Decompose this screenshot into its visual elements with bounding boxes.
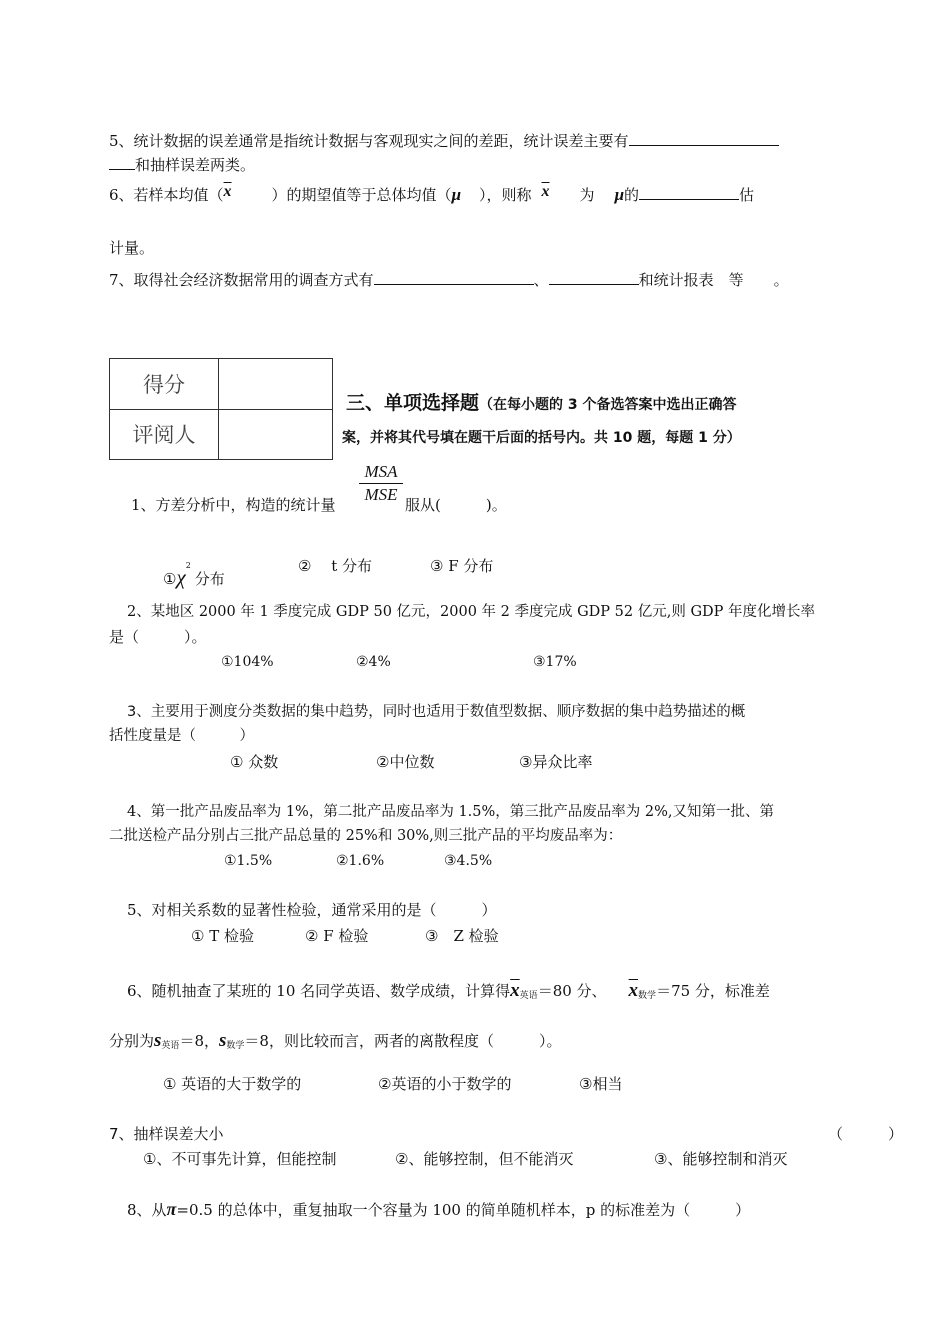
q2-stem-line1: 2、某地区 2000 年 1 季度完成 GDP 50 亿元，2000 年 2 季度完成 GDP 52 亿元,则 GDP 年度化增长率 [127, 604, 816, 620]
xbar-symbol: $\overline{x}$ [510, 980, 520, 1001]
fill-q7-text: 、 [533, 271, 549, 289]
fill-q6-text: 估 [739, 186, 755, 204]
subscript-english: 英语 [161, 1041, 180, 1051]
q2-option-2: ②4% [356, 654, 391, 670]
chi-superscript: 2 [185, 561, 191, 570]
xbar-symbol: $\overline{x}$ [628, 980, 639, 1001]
fill-q6-text: ），则称 [479, 186, 532, 204]
q3-option-1: ① 众数 [230, 753, 279, 771]
s-symbol: s [154, 1030, 162, 1051]
section-heading [346, 388, 737, 415]
fill-q6-text: 6、若样本均值（ [109, 186, 224, 204]
q4-option-2: ②1.6% [336, 853, 385, 869]
fill-q6-text2: 计量。 [109, 239, 155, 257]
fraction-numerator: MSA [364, 462, 398, 481]
fill-q6-text: 的 [624, 186, 640, 204]
answer-blank [639, 185, 739, 200]
q6-stem-line2 [109, 1031, 561, 1056]
q5-option-1: ① T 检验 [191, 927, 254, 945]
q1-stem-b: 服从( )。 [405, 496, 507, 514]
fill-q6-line2 [109, 238, 154, 258]
q1-option-3: ③ F 分布 [430, 557, 494, 575]
section-instructions-cont: 案，并将其代号填在题干后面的括号内。共 10 题，每题 1 分） [342, 430, 741, 446]
chi-symbol: χ [176, 565, 186, 589]
xbar-symbol: $\overline{x}$ [541, 183, 550, 200]
q6-text: ＝8， [179, 1032, 219, 1050]
subscript-math: 数学 [638, 991, 657, 1001]
q5-stem: 5、对相关系数的显著性检验，通常采用的是（ ） [127, 901, 497, 919]
q6-text: 6、随机抽查了某班的 10 名同学英语、数学成绩，计算得 [127, 982, 511, 1000]
q8-stem [127, 1199, 750, 1220]
q7-stem: 7、抽样误差大小 [109, 1125, 224, 1143]
reviewer-label: 评阅人 [110, 409, 219, 460]
fraction-bar [359, 483, 403, 484]
answer-blank [109, 155, 135, 170]
q8-text: 8、从 [127, 1201, 167, 1219]
fill-q5-line2 [109, 155, 255, 175]
q6-text: ＝8，则比较而言，两者的离散程度（ ）。 [244, 1032, 562, 1050]
q7-option-3: ③、能够控制和消灭 [654, 1150, 788, 1168]
option-marker: ① [163, 570, 177, 588]
q4-option-1: ①1.5% [224, 853, 273, 869]
q5-option-2: ② F 检验 [305, 927, 369, 945]
mu-symbol: μ [451, 185, 462, 204]
q7-option-2: ②、能够控制，但不能消灭 [395, 1150, 574, 1168]
mu-symbol: μ [614, 185, 625, 204]
score-label: 得分 [110, 359, 219, 410]
fill-q7-text: 7、取得社会经济数据常用的调查方式有 [109, 271, 374, 289]
section-title: 三、单项选择题 [346, 392, 480, 414]
q4-option-3: ③4.5% [444, 853, 493, 869]
q1-stem-a: 1、方差分析中，构造的统计量 [131, 496, 336, 514]
fraction-denominator: MSE [364, 485, 398, 504]
q7-option-1: ①、不可事先计算，但能控制 [143, 1150, 337, 1168]
fill-q6-text: 为 [579, 186, 595, 204]
q3-option-3: ③异众比率 [519, 753, 593, 771]
fill-q5-text: 5、统计数据的误差通常是指统计数据与客观现实之间的差距，统计误差主要有 [109, 132, 629, 150]
q2-stem-line2: 是（ ）。 [109, 628, 207, 646]
q1-option-1 [163, 556, 225, 589]
fraction-msa-mse [359, 462, 403, 505]
score-cell[interactable] [219, 359, 333, 410]
fill-q6-line1 [109, 182, 754, 205]
q6-stem-line1 [127, 981, 770, 1006]
answer-blank [549, 270, 639, 285]
q3-stem-line1: 3、主要用于测度分类数据的集中趋势，同时也适用于数值型数据、顺序数据的集中趋势描述的概 [127, 704, 746, 720]
q2-option-3: ③17% [533, 654, 577, 670]
pi-symbol: π [166, 1199, 177, 1219]
q4-stem-line1: 4、第一批产品废品率为 1%，第二批产品废品率为 1.5%，第三批产品废品率为 2%,又知第一批、第 [127, 804, 775, 820]
fill-q5-text2: 和抽样误差两类。 [135, 156, 256, 174]
q3-stem-line2: 括性度量是（ ） [109, 728, 254, 744]
q6-text: ＝80 分、 [537, 982, 607, 1000]
fill-q5-line1 [109, 131, 779, 151]
fill-q6-text: ）的期望值等于总体均值（ [271, 186, 452, 204]
q6-option-3: ③相当 [579, 1075, 623, 1093]
q6-option-2: ②英语的小于数学的 [378, 1075, 512, 1093]
q1-option-2: ② t 分布 [298, 557, 373, 575]
xbar-symbol: $\overline{x}$ [223, 183, 232, 200]
q4-stem-line2: 二批送检产品分别占三批产品总量的 25%和 30%,则三批产品的平均废品率为： [109, 828, 623, 844]
fill-q7-text: 和统计报表 等 。 [638, 271, 789, 289]
q3-option-2: ②中位数 [376, 753, 435, 771]
answer-blank [374, 270, 534, 285]
reviewer-cell[interactable] [219, 409, 333, 460]
answer-blank [629, 131, 779, 146]
s-symbol: s [218, 1030, 227, 1051]
fill-q7-line [109, 270, 789, 290]
q6-option-1: ① 英语的大于数学的 [163, 1075, 302, 1093]
option-text: 分布 [194, 570, 225, 588]
q5-option-3: ③ Z 检验 [425, 927, 499, 945]
score-table [109, 358, 333, 460]
q7-answer-paren: （ ） [828, 1125, 904, 1143]
q6-text: ＝75 分，标准差 [656, 982, 770, 1000]
q2-option-1: ①104% [221, 654, 274, 670]
q8-text: =0.5 的总体中，重复抽取一个容量为 100 的简单随机样本，p 的标准差为（ ） [176, 1201, 751, 1219]
subscript-math: 数学 [226, 1041, 245, 1051]
subscript-english: 英语 [519, 991, 538, 1001]
q6-text: 分别为 [109, 1032, 155, 1050]
section-instructions: （在每小题的 3 个备选答案中选出正确答 [479, 397, 737, 413]
